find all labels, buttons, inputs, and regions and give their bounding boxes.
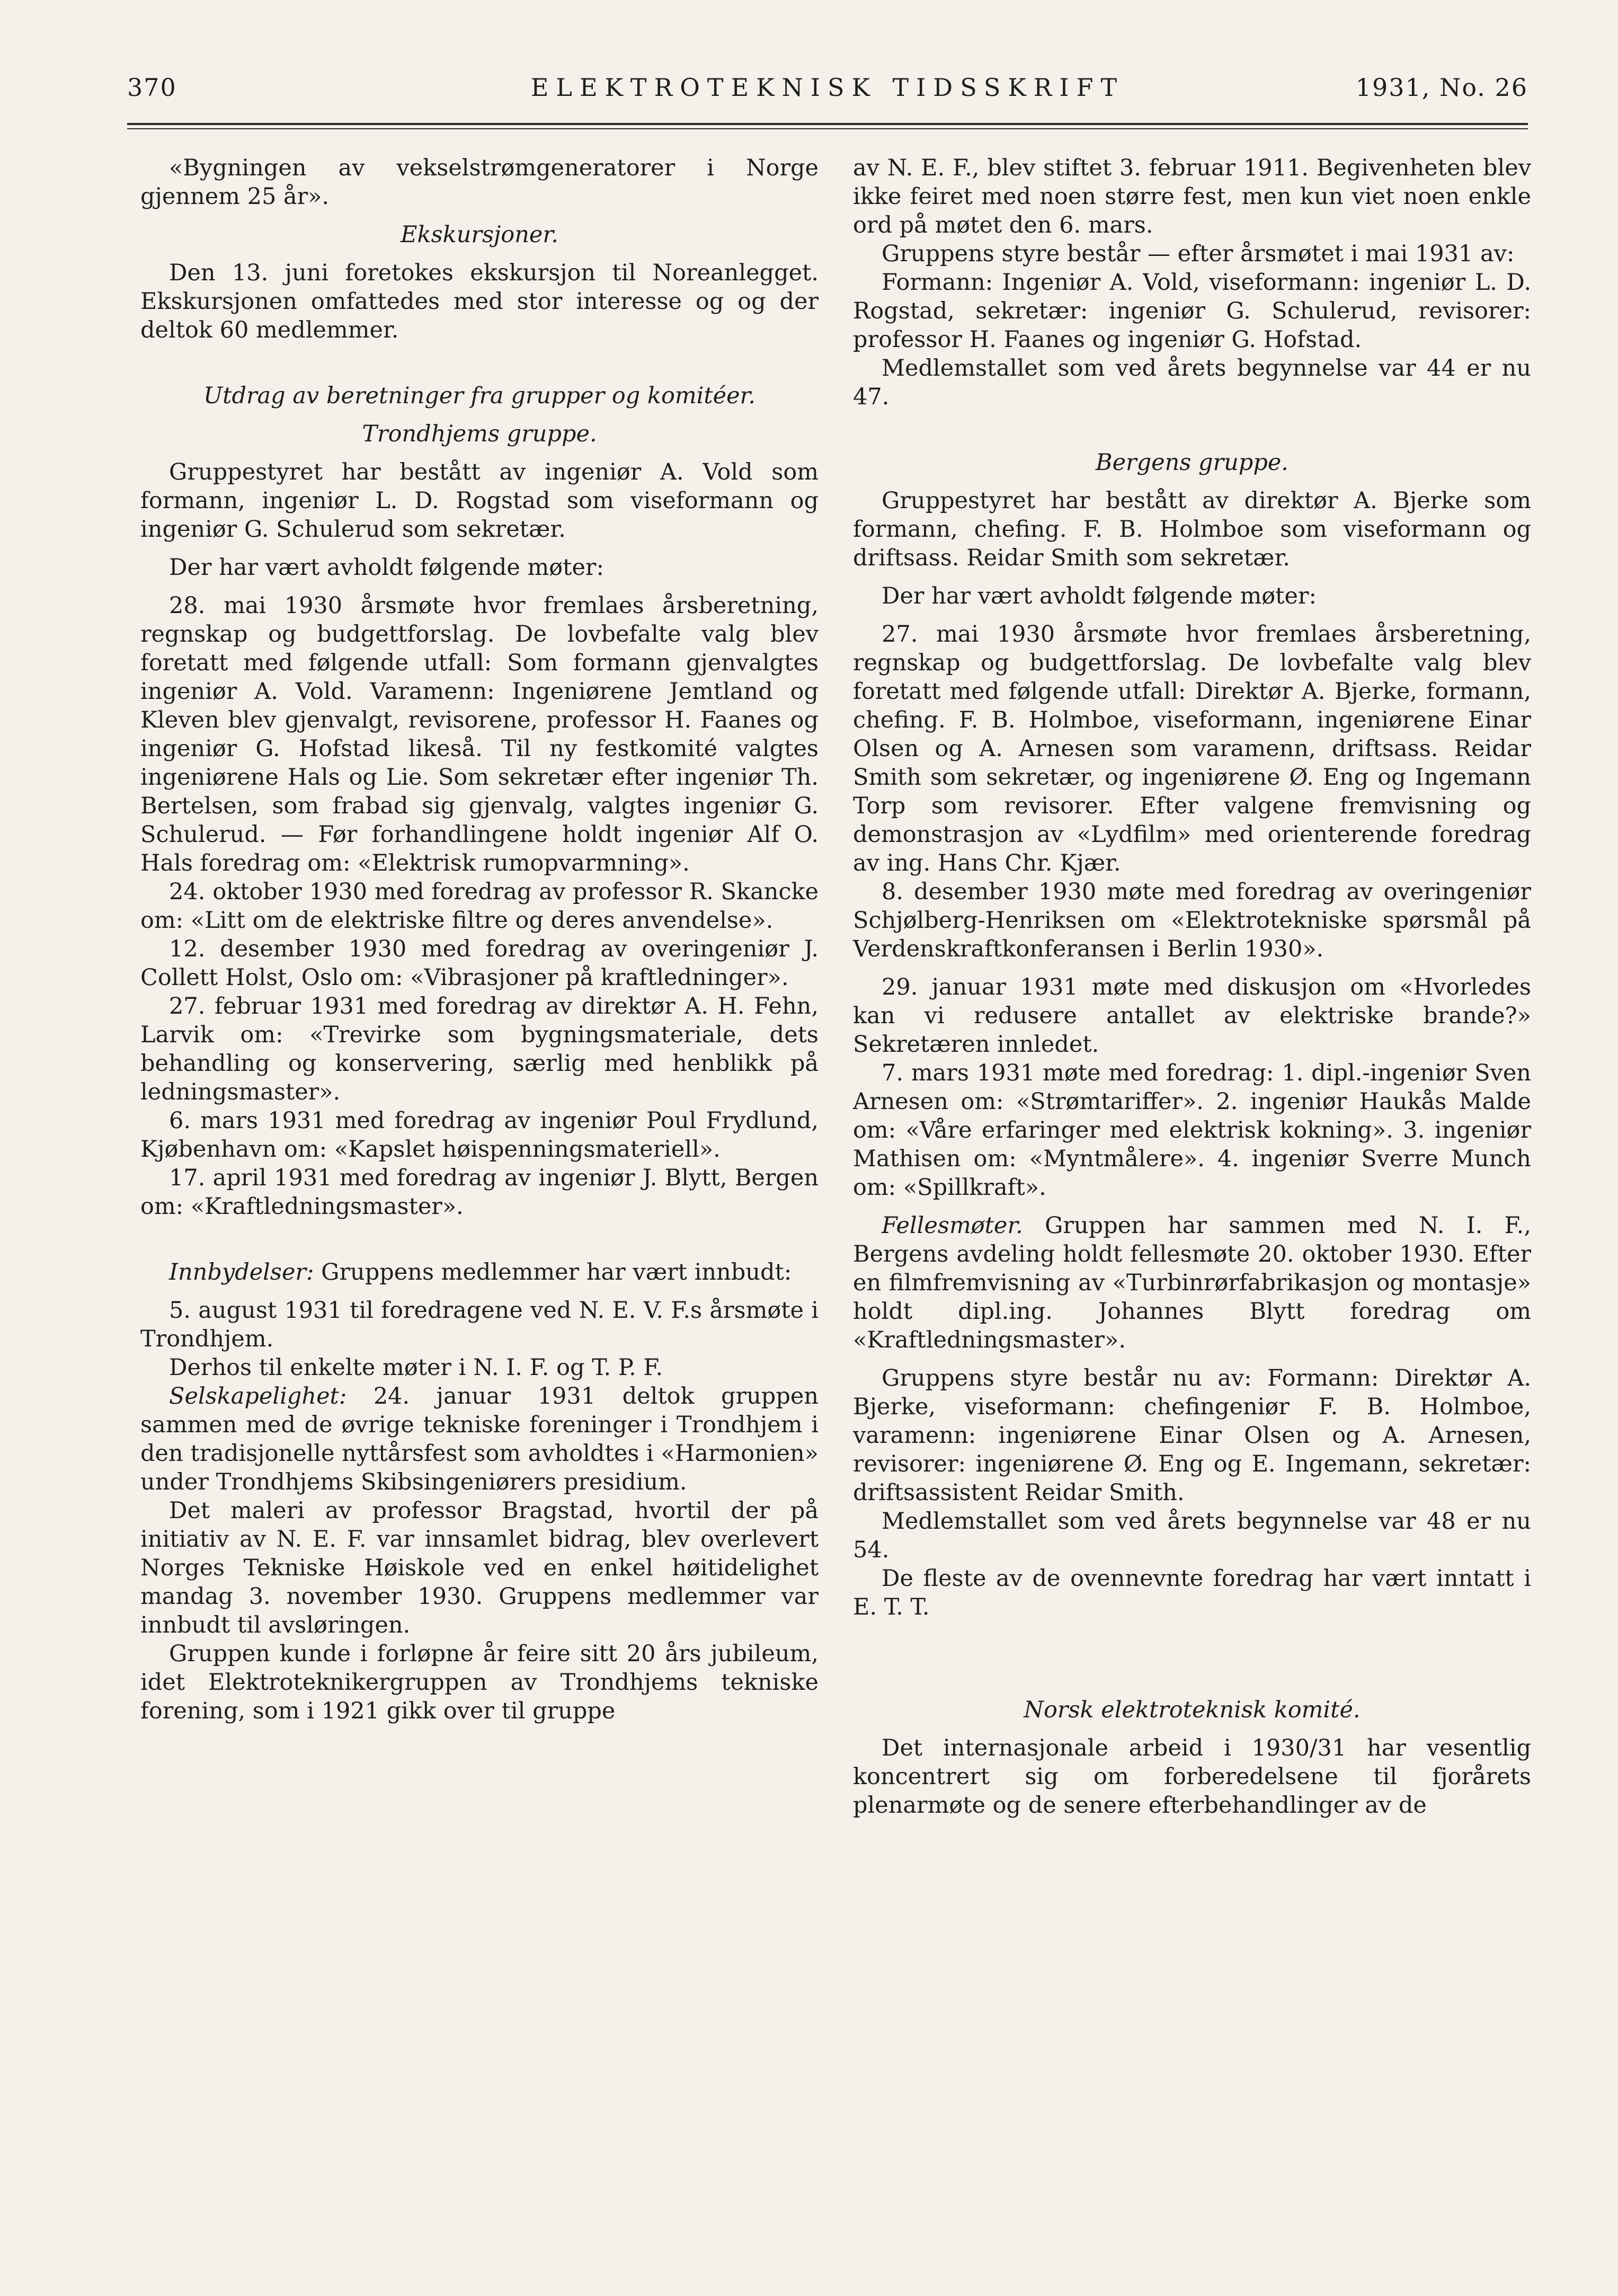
run-in-heading: Innbydelser: <box>169 1259 314 1286</box>
paragraph <box>853 1211 1531 1354</box>
paragraph: Derhos til enkelte møter i N. I. F. og T. P. F. <box>169 1354 663 1381</box>
paragraph: 29. januar 1931 møte med diskusjon om «Hvorledes kan vi redusere antallet av elektriske brande?» Sekretæren innledet. <box>853 974 1531 1058</box>
paragraph: De fleste av de ovennevnte foredrag har vært inntatt i E. T. T. <box>853 1565 1531 1620</box>
page-number: 370 <box>127 73 177 102</box>
section-heading: Utdrag av beretninger fra grupper og komitéer. <box>203 383 756 409</box>
section-heading: Ekskursjoner. <box>401 221 558 248</box>
paragraph: 7. mars 1931 møte med foredrag: 1. dipl.-ingeniør Sven Arnesen om: «Strømtariffer». 2. ingeniør Haukås Malde om: «Våre erfaringer med elektrisk kokning». 3. ingeniør Mathisen om: «Myntmålere». 4. ingeniør Sverre Munch om: «Spillkraft». <box>853 1060 1531 1201</box>
running-header <box>127 68 1528 110</box>
paragraph-text: 24. januar 1931 deltok gruppen sammen med de øvrige tekniske foreninger i Trondhjem i den tradisjonelle nyttårsfest som avholdtes i «Harmonien» under Trondhjems Skibsingeniørers presidium. <box>140 1383 819 1495</box>
paragraph: 17. april 1931 med foredrag av ingeniør J. Blytt, Bergen om: «Kraftledningsmaster». <box>140 1165 819 1220</box>
paragraph: «Bygningen av vekselstrømgeneratorer i Norge gjennem 25 år». <box>140 155 819 210</box>
paragraph: Den 13. juni foretokes ekskursjon til Noreanlegget. Ekskursjonen omfattedes med stor interesse og og der deltok 60 medlemmer. <box>140 260 819 343</box>
subsection-heading: Bergens gruppe. <box>1096 449 1288 476</box>
paragraph: Formann: Ingeniør A. Vold, viseformann: ingeniør L. D. Rogstad, sekretær: ingeniør G. Schulerud, revisorer: professor H. Faanes og ingeniør G. Hofstad. <box>853 269 1531 353</box>
paragraph: 27. mai 1930 årsmøte hvor fremlaes årsberetning, regnskap og budgettforslag. De lovbefalte valg blev foretatt med følgende utfall: Direktør A. Bjerke, formann, chefing. F. B. Holmboe, viseformann, ingeniørene Einar Olsen og A. Arnesen som varamenn, driftsass. Reidar Smith som sekretær, og ingeniørene Ø. Eng og Ingemann Torp som revisorer. Efter valgene fremvisning og demonstrasjon av «Lydfilm» med orienterende foredrag av ing. Hans Chr. Kjær. <box>853 621 1531 876</box>
journal-title: ELEKTROTEKNISK TIDSSKRIFT <box>530 73 1125 102</box>
section-heading: Norsk elektroteknisk komité. <box>1024 1697 1361 1723</box>
paragraph: 28. mai 1930 årsmøte hvor fremlaes årsberetning, regnskap og budgettforslag. De lovbefalte valg blev foretatt med følgende utfall: Som formann gjenvalgtes ingeniør A. Vold. Varamenn: Ingeniørene Jemtland og Kleven blev gjenvalgt, revisorene, professor H. Faanes og ingeniør G. Hofstad likeså. Til ny festkomité valgtes ingeniørene Hals og Lie. Som sekretær efter ingeniør Th. Bertelsen, som frabad sig gjenvalg, valgtes ingeniør G. Schulerud. — Før forhandlingene holdt ingeniør Alf O. Hals foredrag om: «Elektrisk rumopvarmning». <box>140 592 819 876</box>
paragraph: 8. desember 1930 møte med foredrag av overingeniør Schjølberg-Henriksen om «Elektrotekniske spørsmål på Verdenskraftkonferansen i Berlin 1930». <box>853 879 1531 962</box>
paragraph <box>140 1382 819 1496</box>
paragraph: 24. oktober 1930 med foredrag av professor R. Skancke om: «Litt om de elektriske filtre og deres anvendelse». <box>140 879 819 934</box>
header-rule <box>127 123 1528 129</box>
paragraph-text: Gruppens medlemmer har vært innbudt: <box>314 1259 792 1286</box>
paragraph: Gruppens styre består — efter årsmøtet i mai 1931 av: <box>882 241 1515 267</box>
run-in-heading: Fellesmøter. <box>882 1212 1023 1239</box>
paragraph: 5. august 1931 til foredragene ved N. E. V. F.s årsmøte i Trondhjem. <box>140 1297 819 1352</box>
paragraph: Medlemstallet som ved årets begynnelse var 48 er nu 54. <box>853 1508 1531 1563</box>
paragraph: 6. mars 1931 med foredrag av ingeniør Poul Frydlund, Kjøbenhavn om: «Kapslet høispenningsmateriell». <box>140 1107 819 1163</box>
paragraph: Der har vært avholdt følgende møter: <box>882 583 1317 609</box>
paragraph: Der har vært avholdt følgende møter: <box>169 554 604 581</box>
paragraph: Gruppestyret har bestått av ingeniør A. Vold som formann, ingeniør L. D. Rogstad som viseformann og ingeniør G. Schulerud som sekretær. <box>140 459 819 543</box>
right-column <box>853 154 1531 1820</box>
left-column <box>140 154 819 1725</box>
paragraph <box>140 1258 819 1287</box>
paragraph: Det internasjonale arbeid i 1930/31 har vesentlig koncentrert sig om forberedelsene til fjorårets plenarmøte og de senere efterbehandlinger av de <box>853 1735 1531 1819</box>
paragraph: Gruppens styre består nu av: Formann: Direktør A. Bjerke, viseformann: chefingeniør F. B. Holmboe, varamenn: ingeniørene Einar Olsen og A. Arnesen, revisorer: ingeniørene Ø. Eng og E. Ingemann, sekretær: driftsassistent Reidar Smith. <box>853 1365 1531 1506</box>
paragraph: Det maleri av professor Bragstad, hvortil der på initiativ av N. E. F. var innsamlet bidrag, blev overlevert Norges Tekniske Høiskole ved en enkel høitidelighet mandag 3. november 1930. Gruppens medlemmer var innbudt til avsløringen. <box>140 1497 819 1638</box>
paragraph: 27. februar 1931 med foredrag av direktør A. H. Fehn, Larvik om: «Trevirke som bygningsmateriale, dets behandling og konservering, særlig med henblikk på ledningsmaster». <box>140 993 819 1105</box>
run-in-heading: Selskapelighet: <box>169 1383 347 1409</box>
paragraph-text: Gruppen har sammen med N. I. F., Bergens avdeling holdt fellesmøte 20. oktober 1930. Efter en filmfremvisning av «Turbinrørfabrikasjon og montasje» holdt dipl.ing. Johannes Blytt foredrag om «Kraftledningsmaster». <box>853 1212 1531 1353</box>
issue-label: 1931, No. 26 <box>1355 73 1528 102</box>
paragraph: Gruppestyret har bestått av direktør A. Bjerke som formann, chefing. F. B. Holmboe som viseformann og driftsass. Reidar Smith som sekretær. <box>853 487 1531 571</box>
paragraph: Medlemstallet som ved årets begynnelse var 44 er nu 47. <box>853 355 1531 410</box>
paragraph: 12. desember 1930 med foredrag av overingeniør J. Collett Holst, Oslo om: «Vibrasjoner på kraftledninger». <box>140 936 819 991</box>
paragraph: Gruppen kunde i forløpne år feire sitt 20 års jubileum, idet Elektroteknikergruppen av Trondhjems tekniske forening, som i 1921 gikk over til gruppe <box>140 1641 819 1724</box>
paragraph: av N. E. F., blev stiftet 3. februar 1911. Begivenheten blev ikke feiret med noen større fest, men kun viet noen enkle ord på møtet den 6. mars. <box>853 155 1531 238</box>
subsection-heading: Trondhjems gruppe. <box>362 421 597 447</box>
